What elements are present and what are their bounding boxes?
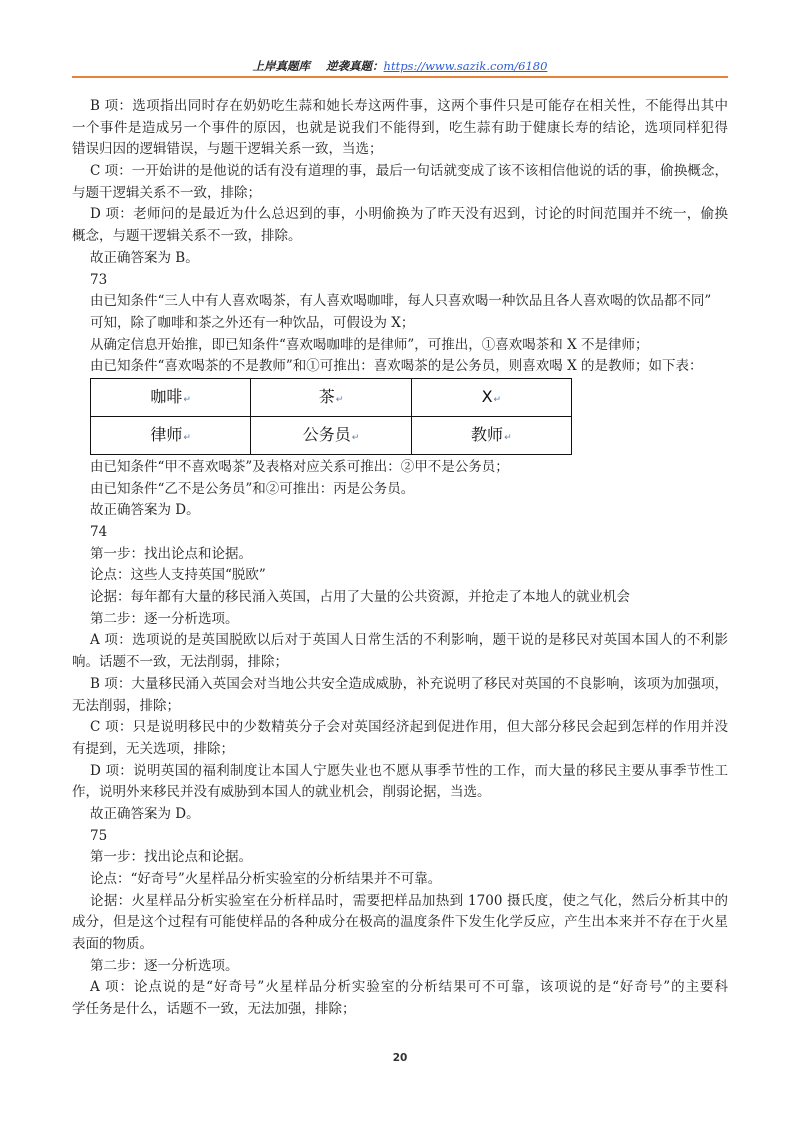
paragraph — [72, 204, 728, 247]
paragraph — [72, 847, 728, 869]
page-body — [72, 96, 728, 1021]
text-line: 第二步：逐一分析选项。 — [90, 610, 239, 627]
text-line: 第二步：逐一分析选项。 — [90, 957, 239, 974]
table-cell — [91, 416, 251, 454]
table-cell-text: 茶 — [318, 387, 335, 407]
question-number: 73 — [90, 271, 108, 288]
text-line: B 项：大量移民涌入英国会对当地公共安全造成威胁，补充说明了移民对英国的不良影响，该项为加强项， — [90, 675, 728, 692]
paragraph — [72, 522, 728, 544]
text-line: 故正确答案为 D。 — [90, 502, 200, 519]
paragraph — [72, 161, 728, 204]
text-line: 概念，与题干逻辑关系不一致，排除。 — [72, 228, 302, 245]
text-line: C 项：一开始讲的是他说的话有没有道理的事，最后一句话就变成了该不该相信他说的话的事，偷换概念， — [90, 163, 728, 180]
table-cell-text: 公务员 — [302, 425, 351, 445]
paragraph — [72, 291, 728, 313]
paragraph — [72, 761, 728, 804]
paragraph — [72, 609, 728, 631]
paragraph — [72, 96, 728, 161]
table-cell-text: 律师 — [150, 425, 183, 445]
table-row — [91, 378, 572, 416]
paragraph — [72, 335, 728, 357]
paragraph-mark-icon: ↵ — [335, 395, 344, 406]
text-line: 作，说明外来移民并没有威胁到本国人的就业机会，削弱论据，当选。 — [72, 784, 491, 801]
text-line: 由已知条件“乙不是公务员”和②可推出：丙是公务员。 — [90, 480, 415, 497]
text-line: B 项：选项指出同时存在奶奶吃生蒜和她长寿这两件事，这两个事件只是可能存在相关性，不能得出其中 — [90, 98, 728, 114]
text-line: 与题干逻辑关系不一致，排除； — [72, 184, 261, 201]
text-line: 第一步：找出论点和论据。 — [90, 849, 252, 866]
text-line: 一个事件是造成另一个事件的原因，也就是说我们不能得到，吃生蒜有助于健康长寿的结论，选项同样犯得 — [72, 119, 728, 136]
paragraph — [72, 869, 728, 891]
table-cell — [411, 416, 571, 454]
text-line: 响。话题不一致，无法削弱，排除； — [72, 654, 288, 671]
text-line: A 项：论点说的是“好奇号”火星样品分析实验室的分析结果可不可靠，该项说的是“好奇号”的主要科 — [90, 979, 728, 996]
text-line: C 项：只是说明移民中的少数精英分子会对英国经济起到促进作用，但大部分移民会起到怎样的作用并没 — [90, 719, 728, 736]
text-line: 故正确答案为 D。 — [90, 805, 200, 822]
paragraph — [72, 248, 728, 270]
paragraph — [72, 356, 728, 378]
paragraph — [72, 956, 728, 978]
paragraph — [72, 479, 728, 501]
table-row — [91, 416, 572, 454]
page-header — [0, 58, 800, 74]
paragraph — [72, 544, 728, 566]
paragraph — [72, 977, 728, 1020]
paragraph-mark-icon: ↵ — [504, 433, 512, 444]
paragraph-mark-icon: ↵ — [183, 433, 191, 444]
page-number: 20 — [392, 1052, 408, 1064]
text-line: 学任务是什么，话题不一致，无法加强，排除； — [72, 1001, 356, 1018]
text-line: 论点：“好奇号”火星样品分析实验室的分析结果并不可靠。 — [90, 871, 442, 887]
header-site-name: 上岸真题库 — [252, 59, 311, 73]
paragraph — [72, 891, 728, 956]
table-cell-text: 教师 — [471, 425, 504, 445]
text-line: 有提到，无关选项，排除； — [72, 740, 234, 757]
table-cell — [91, 378, 251, 416]
table-cell — [411, 378, 571, 416]
paragraph — [72, 565, 728, 587]
paragraph — [72, 630, 728, 673]
drink-profession-table — [90, 378, 572, 455]
text-line: 成分，但是这个过程有可能使样品的各种成分在极高的温度条件下发生化学反应，产生出本来并不存在于火星 — [72, 914, 728, 931]
text-line: 由已知条件“三人中有人喜欢喝茶，有人喜欢喝咖啡，每人只喜欢喝一种饮品且各人喜欢喝的饮品都不同” — [90, 293, 712, 310]
paragraph — [72, 313, 728, 335]
paragraph-mark-icon: ↵ — [351, 433, 360, 444]
table-cell — [251, 416, 411, 454]
text-line: 论据：火星样品分析实验室在分析样品时，需要把样品加热到 1700 摄氏度，使之气化，然后分析其中的 — [90, 892, 728, 909]
header-label: 逆袭真题： — [326, 59, 384, 73]
question-number: 74 — [90, 524, 108, 540]
paragraph — [72, 270, 728, 292]
paragraph — [72, 826, 728, 848]
text-line: D 项：老师问的是最近为什么总迟到的事，小明偷换为了昨天没有迟到，讨论的时间范围并不统一，偷换 — [90, 206, 728, 223]
text-line: D 项：说明英国的福利制度让本国人宁愿失业也不愿从事季节性的工作，而大量的移民主要从事季节性工 — [90, 762, 728, 779]
paragraph — [72, 804, 728, 826]
text-line: 由已知条件“喜欢喝茶的不是教师”和①可推出：喜欢喝茶的是公务员，则喜欢喝 X 的是教师；如下表： — [90, 358, 703, 375]
text-line: 第一步：找出论点和论据。 — [90, 545, 252, 562]
paragraph — [72, 587, 728, 609]
paragraph-mark-icon: ↵ — [183, 395, 191, 406]
text-line: 从确定信息开始推，即已知条件“喜欢喝咖啡的是律师”，可推出，①喜欢喝茶和 X 不是律师； — [90, 336, 649, 353]
paragraph — [72, 500, 728, 522]
text-line: 表面的物质。 — [72, 936, 153, 953]
text-line: 故正确答案为 B。 — [90, 249, 199, 266]
text-line: 可知，除了咖啡和茶之外还有一种饮品，可假设为 X； — [90, 314, 415, 331]
question-number: 75 — [90, 827, 108, 844]
paragraph-mark-icon: ↵ — [493, 395, 502, 406]
header-rule — [72, 76, 728, 78]
table-cell — [251, 378, 411, 416]
text-line: A 项：选项说的是英国脱欧以后对于英国人日常生活的不利影响，题干说的是移民对英国本国人的不利影 — [90, 632, 728, 649]
text-line: 论点：这些人支持英国“脱欧” — [90, 567, 266, 584]
paragraph — [72, 717, 728, 760]
table-cell-text: 咖啡 — [150, 387, 183, 407]
text-line: 错误归因的逻辑错误，与题干逻辑关系一致，当选； — [72, 141, 383, 158]
text-line: 无法削弱，排除； — [72, 697, 180, 714]
header-url-link[interactable]: https://www.sazik.com/6180 — [383, 59, 548, 73]
text-line: 由已知条件“甲不喜欢喝茶”及表格对应关系可推出：②甲不是公务员； — [90, 458, 509, 475]
paragraph — [72, 457, 728, 479]
paragraph — [72, 674, 728, 717]
text-line: 论据：每年都有大量的移民涌入英国，占用了大量的公共资源，并抢走了本地人的就业机会 — [90, 589, 630, 606]
table-cell-text: X — [481, 387, 493, 407]
